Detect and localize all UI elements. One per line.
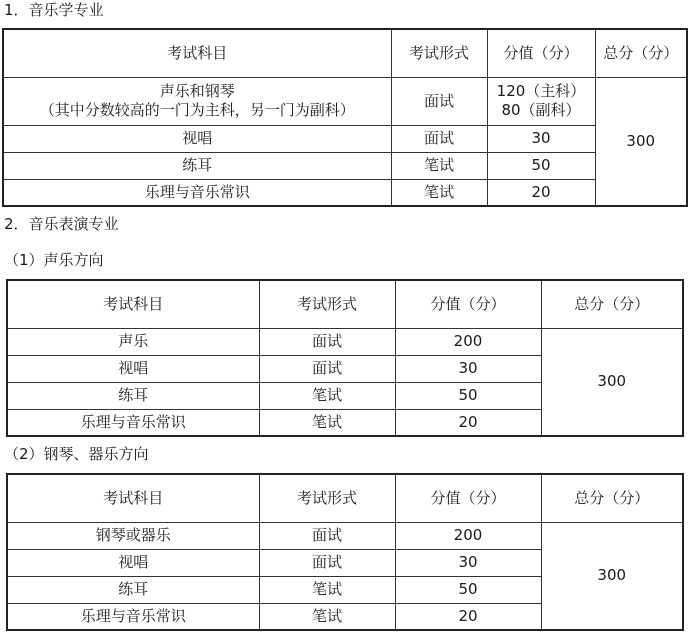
form-cell: 笔试: [259, 409, 395, 436]
subject-cell: 练耳: [3, 152, 391, 179]
score-line-2: 80（副科）: [501, 101, 581, 119]
table-row: [3, 77, 687, 125]
subject-cell: 声乐: [7, 328, 259, 355]
subject-line-2: （其中分数较高的一门为主科，另一门为副科）: [39, 101, 355, 119]
score-cell: 20: [487, 179, 595, 206]
section-3-score-table: [6, 473, 684, 631]
table-row: [3, 179, 687, 206]
table-row: [7, 522, 683, 549]
subject-cell: 乐理与音乐常识: [3, 179, 391, 206]
score-cell: 30: [395, 355, 541, 382]
subject-cell: 乐理与音乐常识: [7, 603, 259, 630]
subject-cell: 视唱: [7, 355, 259, 382]
form-cell: 笔试: [259, 603, 395, 630]
table-row: [3, 125, 687, 152]
section-2-heading: 2．音乐表演专业: [4, 215, 119, 233]
table-row: [3, 152, 687, 179]
subject-cell: 钢琴或器乐: [7, 522, 259, 549]
score-cell: 50: [487, 152, 595, 179]
header-form: 考试形式: [259, 474, 395, 522]
header-total: 总分（分）: [541, 474, 683, 522]
section-2-subheading: （1）声乐方向: [4, 251, 104, 269]
total-cell: 300: [595, 77, 687, 206]
section-1-heading: 1．音乐学专业: [4, 1, 104, 19]
subject-line-1: 声乐和钢琴: [159, 82, 235, 100]
header-score: 分值（分）: [395, 280, 541, 328]
form-cell: 笔试: [259, 576, 395, 603]
score-line-1: 120（主科）: [496, 82, 586, 100]
form-cell: 面试: [259, 328, 395, 355]
table-header-row: [7, 280, 683, 328]
header-total: 总分（分）: [541, 280, 683, 328]
score-cell: [487, 77, 595, 125]
header-score: 分值（分）: [395, 474, 541, 522]
section-1-score-table: [2, 28, 688, 207]
form-cell: 面试: [259, 549, 395, 576]
score-cell: 50: [395, 576, 541, 603]
header-total: 总分（分）: [595, 29, 687, 77]
header-subject: 考试科目: [7, 474, 259, 522]
score-cell: 200: [395, 522, 541, 549]
subject-cell: 练耳: [7, 382, 259, 409]
header-form: 考试形式: [391, 29, 487, 77]
subject-cell: 练耳: [7, 576, 259, 603]
form-cell: 笔试: [391, 179, 487, 206]
header-subject: 考试科目: [3, 29, 391, 77]
header-form: 考试形式: [259, 280, 395, 328]
subject-cell: [3, 77, 391, 125]
form-cell: 面试: [259, 522, 395, 549]
total-cell: 300: [541, 328, 683, 436]
subject-cell: 视唱: [3, 125, 391, 152]
subject-cell: 视唱: [7, 549, 259, 576]
form-cell: 笔试: [391, 152, 487, 179]
score-cell: 20: [395, 409, 541, 436]
subject-cell: 乐理与音乐常识: [7, 409, 259, 436]
form-cell: 面试: [391, 125, 487, 152]
score-cell: 30: [395, 549, 541, 576]
section-2-score-table: [6, 279, 684, 437]
score-cell: 200: [395, 328, 541, 355]
score-cell: 20: [395, 603, 541, 630]
table-header-row: [7, 474, 683, 522]
score-cell: 50: [395, 382, 541, 409]
header-score: 分值（分）: [487, 29, 595, 77]
form-cell: 面试: [259, 355, 395, 382]
header-subject: 考试科目: [7, 280, 259, 328]
score-cell: 30: [487, 125, 595, 152]
table-header-row: [3, 29, 687, 77]
section-3-subheading: （2）钢琴、器乐方向: [4, 445, 149, 463]
form-cell: 面试: [391, 77, 487, 125]
table-row: [7, 328, 683, 355]
total-cell: 300: [541, 522, 683, 630]
form-cell: 笔试: [259, 382, 395, 409]
